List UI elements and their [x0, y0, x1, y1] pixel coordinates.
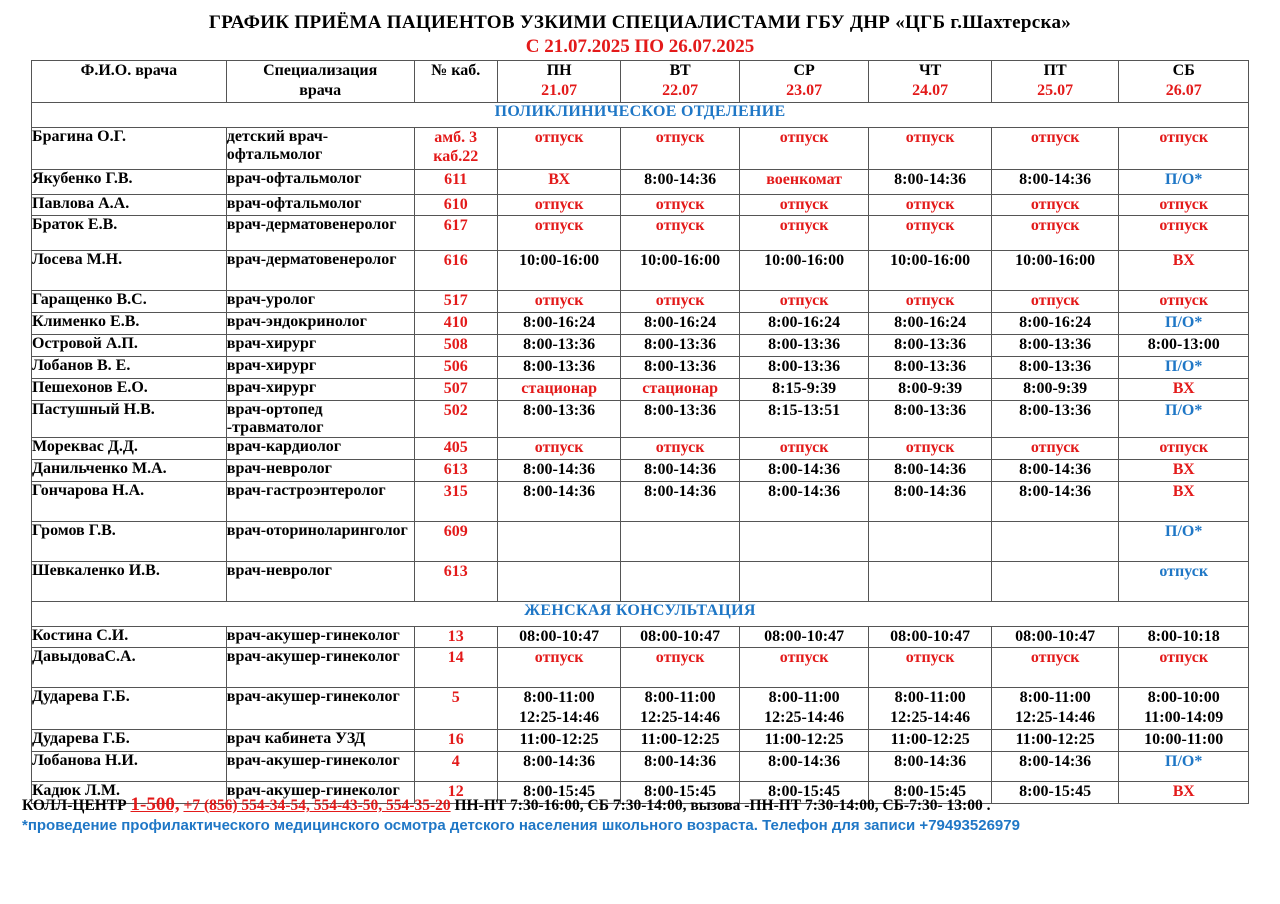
doctor-specialization: врач-офтальмолог	[226, 170, 414, 195]
schedule-cell: 8:00-14:36	[869, 170, 992, 195]
schedule-cell: отпуск	[1119, 648, 1249, 688]
doctor-name: Гаращенко В.С.	[32, 291, 227, 313]
schedule-cell: 8:00-14:36	[991, 482, 1119, 522]
schedule-cell: 8:00-14:36	[497, 752, 621, 782]
schedule-cell: отпуск	[621, 438, 739, 460]
table-row	[32, 482, 1249, 522]
table-row	[32, 752, 1249, 782]
table-row	[32, 438, 1249, 460]
schedule-cell: 8:00-13:36	[991, 335, 1119, 357]
doctor-specialization: врач-офтальмолог	[226, 195, 414, 216]
table-row	[32, 128, 1249, 170]
schedule-cell: 11:00-12:25	[991, 730, 1119, 752]
doctor-name: Лобанова Н.И.	[32, 752, 227, 782]
schedule-cell: отпуск	[739, 438, 869, 460]
schedule-cell: отпуск	[621, 195, 739, 216]
schedule-cell: 11:00-12:25	[869, 730, 992, 752]
schedule-cell: отпуск	[1119, 216, 1249, 251]
schedule-cell	[621, 562, 739, 602]
schedule-cell	[739, 522, 869, 562]
schedule-cell: 8:00-14:36	[621, 460, 739, 482]
section-row	[32, 103, 1249, 128]
schedule-cell: ВХ	[1119, 251, 1249, 291]
doctor-specialization: врач-эндокринолог	[226, 313, 414, 335]
schedule-cell: ВХ	[1119, 782, 1249, 804]
schedule-cell: 8:00-13:36	[869, 335, 992, 357]
schedule-cell: отпуск	[497, 648, 621, 688]
schedule-cell: 8:00-14:36	[869, 752, 992, 782]
schedule-cell	[497, 522, 621, 562]
doctor-name: Лобанов В. Е.	[32, 357, 227, 379]
schedule-cell: ВХ	[1119, 482, 1249, 522]
schedule-cell: отпуск	[621, 216, 739, 251]
schedule-cell: 8:00-13:36	[869, 357, 992, 379]
schedule-cell: 11:00-12:25	[497, 730, 621, 752]
schedule-cell: 8:15-13:51	[739, 401, 869, 438]
schedule-cell: 8:00-14:36	[621, 170, 739, 195]
doctor-specialization: врач-оториноларинголог	[226, 522, 414, 562]
doctor-specialization: врач-дерматовенеролог	[226, 251, 414, 291]
doctor-name: Пастушный Н.В.	[32, 401, 227, 438]
schedule-cell: отпуск	[1119, 291, 1249, 313]
schedule-cell: 8:00-15:45	[869, 782, 992, 804]
room-number: 5	[414, 688, 497, 730]
schedule-cell: 11:00-12:25	[621, 730, 739, 752]
schedule-cell: 8:00-11:00 12:25-14:46	[621, 688, 739, 730]
doctor-specialization: врач-невролог	[226, 562, 414, 602]
section-row	[32, 602, 1249, 627]
table-row	[32, 379, 1249, 401]
schedule-cell: отпуск	[1119, 562, 1249, 602]
schedule-cell	[739, 562, 869, 602]
doctor-specialization: врач-кардиолог	[226, 438, 414, 460]
schedule-cell: 11:00-12:25	[739, 730, 869, 752]
table-row	[32, 730, 1249, 752]
schedule-cell: 10:00-16:00	[621, 251, 739, 291]
schedule-cell: 8:00-13:36	[991, 401, 1119, 438]
doctor-name: Островой А.П.	[32, 335, 227, 357]
schedule-cell: 8:00-13:36	[621, 357, 739, 379]
schedule-cell: ВХ	[497, 170, 621, 195]
room-number: 617	[414, 216, 497, 251]
schedule-cell: отпуск	[1119, 438, 1249, 460]
schedule-cell: П/О*	[1119, 401, 1249, 438]
schedule-cell	[621, 522, 739, 562]
schedule-period: С 21.07.2025 ПО 26.07.2025	[525, 36, 755, 57]
schedule-cell: 8:00-15:45	[497, 782, 621, 804]
doctor-specialization: врач-акушер-гинеколог	[226, 782, 414, 804]
schedule-cell: 8:00-16:24	[739, 313, 869, 335]
doctor-specialization: врач-хирург	[226, 357, 414, 379]
room-number: 616	[414, 251, 497, 291]
schedule-cell: 8:15-9:39	[739, 379, 869, 401]
schedule-cell: 8:00-10:00 11:00-14:09	[1119, 688, 1249, 730]
schedule-cell: 10:00-11:00	[1119, 730, 1249, 752]
schedule-cell	[991, 562, 1119, 602]
schedule-cell: отпуск	[621, 648, 739, 688]
schedule-cell: 10:00-16:00	[991, 251, 1119, 291]
room-number: 315	[414, 482, 497, 522]
schedule-cell: 8:00-13:36	[621, 335, 739, 357]
schedule-cell: 8:00-14:36	[991, 460, 1119, 482]
schedule-cell: 8:00-13:36	[869, 401, 992, 438]
doctor-name: Громов Г.В.	[32, 522, 227, 562]
room-number: 506	[414, 357, 497, 379]
schedule-cell: 8:00-14:36	[739, 752, 869, 782]
schedule-cell: отпуск	[497, 195, 621, 216]
schedule-cell: 8:00-13:36	[497, 401, 621, 438]
doctor-specialization: врач-уролог	[226, 291, 414, 313]
room-number: 410	[414, 313, 497, 335]
schedule-cell: 8:00-16:24	[621, 313, 739, 335]
doctor-specialization: врач-хирург	[226, 379, 414, 401]
schedule-cell: 8:00-11:00 12:25-14:46	[497, 688, 621, 730]
call-center-number[interactable]: 1-500,	[130, 794, 180, 815]
table-row	[32, 291, 1249, 313]
schedule-cell: 8:00-14:36	[497, 460, 621, 482]
schedule-cell: отпуск	[1119, 128, 1249, 170]
schedule-cell: отпуск	[869, 195, 992, 216]
table-row	[32, 216, 1249, 251]
header-day-sat: СБ 26.07	[1119, 61, 1249, 103]
schedule-cell: отпуск	[991, 291, 1119, 313]
section-title: ПОЛИКЛИНИЧЕСКОЕ ОТДЕЛЕНИЕ	[32, 103, 1249, 128]
table-row	[32, 688, 1249, 730]
schedule-cell: П/О*	[1119, 752, 1249, 782]
table-row	[32, 460, 1249, 482]
schedule-cell: ВХ	[1119, 460, 1249, 482]
schedule-cell: отпуск	[991, 195, 1119, 216]
table-row	[32, 313, 1249, 335]
schedule-cell: 8:00-13:00	[1119, 335, 1249, 357]
schedule-cell: 8:00-16:24	[991, 313, 1119, 335]
schedule-cell: 8:00-13:36	[739, 357, 869, 379]
room-number: 610	[414, 195, 497, 216]
schedule-cell	[497, 562, 621, 602]
room-number: амб. 3 каб.22	[414, 128, 497, 170]
schedule-cell: отпуск	[991, 128, 1119, 170]
schedule-cell: отпуск	[869, 291, 992, 313]
call-center-label: КОЛЛ-ЦЕНТР	[22, 797, 131, 814]
table-row	[32, 648, 1249, 688]
schedule-cell: 8:00-14:36	[869, 482, 992, 522]
schedule-cell: 8:00-15:45	[991, 782, 1119, 804]
room-number: 13	[414, 627, 497, 648]
schedule-cell: 8:00-16:24	[497, 313, 621, 335]
schedule-cell: 8:00-13:36	[497, 357, 621, 379]
schedule-cell: 08:00-10:47	[991, 627, 1119, 648]
table-row	[32, 251, 1249, 291]
schedule-cell: отпуск	[869, 216, 992, 251]
room-number: 613	[414, 562, 497, 602]
schedule-cell: 8:00-14:36	[869, 460, 992, 482]
room-number: 613	[414, 460, 497, 482]
schedule-cell: 10:00-16:00	[869, 251, 992, 291]
schedule-cell: отпуск	[1119, 195, 1249, 216]
call-center-line	[22, 794, 990, 816]
schedule-cell: 08:00-10:47	[497, 627, 621, 648]
doctor-name: Якубенко Г.В.	[32, 170, 227, 195]
schedule-cell: 8:00-14:36	[621, 482, 739, 522]
schedule-cell: 8:00-9:39	[869, 379, 992, 401]
schedule-cell: отпуск	[739, 195, 869, 216]
doctor-name: Дударева Г.Б.	[32, 730, 227, 752]
doctor-name: Лосева М.Н.	[32, 251, 227, 291]
schedule-cell: отпуск	[869, 438, 992, 460]
schedule-cell: отпуск	[869, 128, 992, 170]
schedule-cell: 8:00-13:36	[497, 335, 621, 357]
header-day-thu: ЧТ 24.07	[869, 61, 992, 103]
doctor-specialization: врач-акушер-гинеколог	[226, 688, 414, 730]
schedule-cell: отпуск	[497, 438, 621, 460]
header-day-fri: ПТ 25.07	[991, 61, 1119, 103]
schedule-cell: 8:00-13:36	[739, 335, 869, 357]
schedule-cell: 8:00-14:36	[739, 482, 869, 522]
room-number: 611	[414, 170, 497, 195]
header-name: Ф.И.О. врача	[32, 61, 227, 103]
header-day-mon: ПН 21.07	[497, 61, 621, 103]
schedule-cell: отпуск	[497, 291, 621, 313]
schedule-cell: отпуск	[991, 438, 1119, 460]
schedule-cell: 8:00-16:24	[869, 313, 992, 335]
schedule-cell	[869, 562, 992, 602]
room-number: 502	[414, 401, 497, 438]
schedule-cell: отпуск	[991, 648, 1119, 688]
schedule-cell: 8:00-11:00 12:25-14:46	[869, 688, 992, 730]
footnote: *проведение профилактического медицинского осмотра детского населения школьного возраста. Телефон для записи +79493526979	[22, 817, 1020, 834]
doctor-specialization: врач-невролог	[226, 460, 414, 482]
table-row	[32, 357, 1249, 379]
table-row	[32, 522, 1249, 562]
schedule-cell: отпуск	[991, 216, 1119, 251]
table-row	[32, 195, 1249, 216]
schedule-cell: П/О*	[1119, 522, 1249, 562]
doctor-name: Гончарова Н.А.	[32, 482, 227, 522]
doctor-specialization: врач-акушер-гинеколог	[226, 627, 414, 648]
doctor-name: Павлова А.А.	[32, 195, 227, 216]
header-room: № каб.	[414, 61, 497, 103]
schedule-cell: 8:00-11:00 12:25-14:46	[991, 688, 1119, 730]
doctor-name: ДавыдоваС.А.	[32, 648, 227, 688]
table-row	[32, 170, 1249, 195]
table-row	[32, 401, 1249, 438]
schedule-cell: 8:00-11:00 12:25-14:46	[739, 688, 869, 730]
schedule-cell: отпуск	[621, 128, 739, 170]
schedule-cell: отпуск	[739, 216, 869, 251]
schedule-cell: 08:00-10:47	[621, 627, 739, 648]
room-number: 517	[414, 291, 497, 313]
schedule-cell	[869, 522, 992, 562]
doctor-name: Мореквас Д.Д.	[32, 438, 227, 460]
room-number: 4	[414, 752, 497, 782]
section-title: ЖЕНСКАЯ КОНСУЛЬТАЦИЯ	[32, 602, 1249, 627]
room-number: 508	[414, 335, 497, 357]
room-number: 12	[414, 782, 497, 804]
doctor-specialization: врач-акушер-гинеколог	[226, 648, 414, 688]
doctor-name: Шевкаленко И.В.	[32, 562, 227, 602]
header-day-wed: СР 23.07	[739, 61, 869, 103]
schedule-cell: 8:00-15:45	[621, 782, 739, 804]
doctor-specialization: врач кабинета УЗД	[226, 730, 414, 752]
table-row	[32, 335, 1249, 357]
schedule-cell: стационар	[497, 379, 621, 401]
schedule-cell: П/О*	[1119, 170, 1249, 195]
schedule-cell: П/О*	[1119, 357, 1249, 379]
schedule-cell: 08:00-10:47	[739, 627, 869, 648]
room-number: 405	[414, 438, 497, 460]
schedule-cell: 8:00-9:39	[991, 379, 1119, 401]
doctor-name: Клименко Е.В.	[32, 313, 227, 335]
room-number: 16	[414, 730, 497, 752]
schedule-cell: ВХ	[1119, 379, 1249, 401]
call-center-phones[interactable]: +7 (856) 554-34-54, 554-43-50, 554-35-20	[183, 797, 451, 814]
doctor-specialization: детский врач-офтальмолог	[226, 128, 414, 170]
schedule-cell: отпуск	[497, 216, 621, 251]
schedule-table	[31, 60, 1249, 804]
schedule-cell: военкомат	[739, 170, 869, 195]
doctor-name: Пешехонов Е.О.	[32, 379, 227, 401]
schedule-cell: 10:00-16:00	[497, 251, 621, 291]
schedule-cell: 8:00-14:36	[991, 170, 1119, 195]
room-number: 14	[414, 648, 497, 688]
schedule-cell: 8:00-15:45	[739, 782, 869, 804]
schedule-cell	[991, 522, 1119, 562]
doctor-name: Дударева Г.Б.	[32, 688, 227, 730]
doctor-name: Костина С.И.	[32, 627, 227, 648]
schedule-cell: отпуск	[497, 128, 621, 170]
schedule-cell: отпуск	[621, 291, 739, 313]
schedule-cell: П/О*	[1119, 313, 1249, 335]
doctor-specialization: врач-гастроэнтеролог	[226, 482, 414, 522]
schedule-cell: отпуск	[869, 648, 992, 688]
doctor-specialization: врач-акушер-гинеколог	[226, 752, 414, 782]
header-spec: Специализация врача	[226, 61, 414, 103]
doctor-specialization: врач-дерматовенеролог	[226, 216, 414, 251]
table-row	[32, 562, 1249, 602]
schedule-cell: 8:00-14:36	[497, 482, 621, 522]
call-center-hours: ПН-ПТ 7:30-16:00, СБ 7:30-14:00, вызова -ПН-ПТ 7:30-14:00, СБ-7:30- 13:00 .	[454, 797, 991, 814]
schedule-cell: отпуск	[739, 648, 869, 688]
schedule-cell: 8:00-14:36	[739, 460, 869, 482]
header-day-tue: ВТ 22.07	[621, 61, 739, 103]
schedule-cell: 10:00-16:00	[739, 251, 869, 291]
doctor-specialization: врач-хирург	[226, 335, 414, 357]
schedule-cell: отпуск	[739, 291, 869, 313]
room-number: 609	[414, 522, 497, 562]
schedule-cell: 8:00-13:36	[621, 401, 739, 438]
doctor-name: Кадюк Л.М.	[32, 782, 227, 804]
schedule-cell: стационар	[621, 379, 739, 401]
schedule-cell: 08:00-10:47	[869, 627, 992, 648]
schedule-cell: 8:00-10:18	[1119, 627, 1249, 648]
doctor-name: Данильченко М.А.	[32, 460, 227, 482]
page-title: ГРАФИК ПРИЁМА ПАЦИЕНТОВ УЗКИМИ СПЕЦИАЛИСТАМИ ГБУ ДНР «ЦГБ г.Шахтерска»	[208, 12, 1072, 33]
header-row	[32, 61, 1249, 103]
table-row	[32, 627, 1249, 648]
schedule-cell: отпуск	[739, 128, 869, 170]
room-number: 507	[414, 379, 497, 401]
doctor-specialization: врач-ортопед -травматолог	[226, 401, 414, 438]
doctor-name: Брагина О.Г.	[32, 128, 227, 170]
doctor-name: Браток Е.В.	[32, 216, 227, 251]
schedule-cell: 8:00-14:36	[991, 752, 1119, 782]
schedule-cell: 8:00-13:36	[991, 357, 1119, 379]
schedule-cell: 8:00-14:36	[621, 752, 739, 782]
